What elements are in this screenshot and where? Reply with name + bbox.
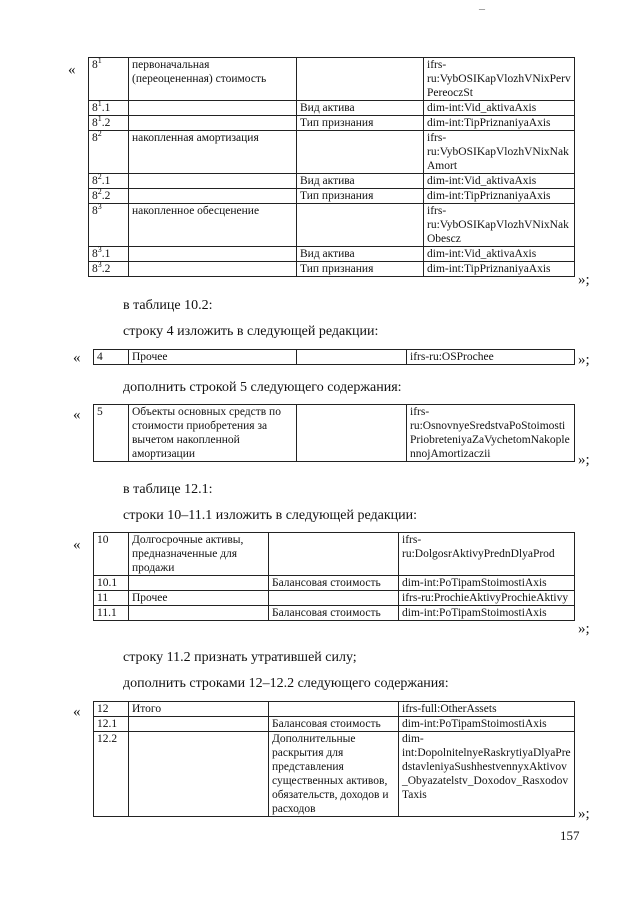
row-dimension bbox=[269, 702, 399, 717]
row-number: $8^1.1$ bbox=[89, 101, 129, 116]
row-name: Прочее bbox=[129, 591, 269, 606]
row-code: dim-int:PoTipamStoimostiAxis bbox=[399, 606, 575, 621]
row-name bbox=[129, 717, 269, 732]
table4 bbox=[93, 532, 575, 621]
row-dimension: Вид актива bbox=[297, 247, 424, 262]
row-code: ifrs-ru:VybOSIKapVlozhVNixPervPereoczSt bbox=[424, 58, 575, 101]
table2-wrap bbox=[93, 349, 575, 365]
para-rows-12: дополнить строками 12–12.2 следующего содержания: bbox=[123, 676, 449, 691]
open-quote: « bbox=[73, 407, 81, 423]
para-row-5: дополнить строкой 5 следующего содержания: bbox=[123, 380, 402, 395]
table-row bbox=[94, 350, 575, 365]
row-code: ifrs-ru:VybOSIKapVlozhVNixNakObescz bbox=[424, 204, 575, 247]
para-row-4: строку 4 изложить в следующей редакции: bbox=[123, 324, 379, 339]
row-code: dim-int:Vid_aktivaAxis bbox=[424, 101, 575, 116]
row-dimension: Вид актива bbox=[297, 174, 424, 189]
row-dimension: Тип признания bbox=[297, 189, 424, 204]
row-name bbox=[129, 189, 297, 204]
row-number: 11.1 bbox=[94, 606, 129, 621]
para-row-11-2: строку 11.2 признать утратившей силу; bbox=[123, 650, 357, 665]
table-row bbox=[89, 58, 575, 101]
row-code: dim-int:TipPriznaniyaAxis bbox=[424, 116, 575, 131]
row-dimension: Тип признания bbox=[297, 262, 424, 277]
row-number: $8^2$ bbox=[89, 131, 129, 174]
table-row bbox=[94, 606, 575, 621]
row-code: dim-int:PoTipamStoimostiAxis bbox=[399, 576, 575, 591]
row-dimension: Вид актива bbox=[297, 101, 424, 116]
row-number: $8^1$ bbox=[89, 58, 129, 101]
row-name: накопленная амортизация bbox=[129, 131, 297, 174]
row-dimension bbox=[269, 533, 399, 576]
table-row bbox=[94, 405, 575, 462]
row-name bbox=[129, 116, 297, 131]
table-row bbox=[89, 101, 575, 116]
table-row bbox=[94, 591, 575, 606]
table-row bbox=[89, 247, 575, 262]
row-number: 12.1 bbox=[94, 717, 129, 732]
row-code: ifrs-ru:OSProchee bbox=[407, 350, 575, 365]
row-number: 12 bbox=[94, 702, 129, 717]
table-row bbox=[94, 717, 575, 732]
row-code: ifrs-ru:OsnovnyeSredstvaPoStoimostiPriobreteniyaZaVychetomNakoplennojAmortizaczii bbox=[407, 405, 575, 462]
row-number: 10.1 bbox=[94, 576, 129, 591]
row-name: накопленное обесценение bbox=[129, 204, 297, 247]
row-dimension: Балансовая стоимость bbox=[269, 576, 399, 591]
row-dimension bbox=[297, 350, 407, 365]
table4-wrap bbox=[93, 532, 575, 621]
row-number: $8^3.2$ bbox=[89, 262, 129, 277]
row-dimension bbox=[297, 204, 424, 247]
table-row bbox=[94, 732, 575, 817]
row-code: dim-int:TipPriznaniyaAxis bbox=[424, 262, 575, 277]
table2 bbox=[93, 349, 575, 365]
table-row bbox=[89, 204, 575, 247]
table5 bbox=[93, 701, 575, 817]
table3 bbox=[93, 404, 575, 462]
row-dimension bbox=[297, 131, 424, 174]
table3-wrap bbox=[93, 404, 575, 462]
row-dimension: Тип признания bbox=[297, 116, 424, 131]
row-code: ifrs-ru:DolgosrAktivyPrednDlyaProd bbox=[399, 533, 575, 576]
table-row bbox=[89, 131, 575, 174]
row-name bbox=[129, 247, 297, 262]
row-dimension: Балансовая стоимость bbox=[269, 606, 399, 621]
table5-wrap bbox=[93, 701, 575, 817]
row-name: первоначальная (переоцененная) стоимость bbox=[129, 58, 297, 101]
table-row bbox=[89, 189, 575, 204]
row-number: 11 bbox=[94, 591, 129, 606]
table-row bbox=[94, 576, 575, 591]
table1-wrap bbox=[88, 57, 575, 277]
row-number: $8^2.2$ bbox=[89, 189, 129, 204]
row-number: $8^3$ bbox=[89, 204, 129, 247]
scan-mark: – bbox=[479, 1, 485, 15]
table-row bbox=[89, 174, 575, 189]
row-name bbox=[129, 174, 297, 189]
row-dimension: Балансовая стоимость bbox=[269, 717, 399, 732]
row-dimension bbox=[269, 591, 399, 606]
row-code: ifrs-ru:VybOSIKapVlozhVNixNakAmort bbox=[424, 131, 575, 174]
row-number: $8^1.2$ bbox=[89, 116, 129, 131]
row-name bbox=[129, 262, 297, 277]
para-table-12-1: в таблице 12.1: bbox=[123, 482, 213, 497]
row-code: ifrs-full:OtherAssets bbox=[399, 702, 575, 717]
row-name: Прочее bbox=[129, 350, 297, 365]
row-number: 4 bbox=[94, 350, 129, 365]
row-code: dim-int:Vid_aktivaAxis bbox=[424, 247, 575, 262]
open-quote: « bbox=[73, 704, 81, 720]
close-quote-3: »; bbox=[578, 452, 590, 468]
row-name: Долгосрочные активы, предназначенные для продажи bbox=[129, 533, 269, 576]
open-quote: « bbox=[68, 62, 76, 78]
row-dimension: Дополнительные раскрытия для представления существенных активов, обязательств, доходов и расходов bbox=[269, 732, 399, 817]
open-quote: « bbox=[73, 350, 81, 366]
row-number: $8^2.1$ bbox=[89, 174, 129, 189]
row-number: $8^3.1$ bbox=[89, 247, 129, 262]
row-dimension bbox=[297, 405, 407, 462]
row-dimension bbox=[297, 58, 424, 101]
row-number: 5 bbox=[94, 405, 129, 462]
row-code: dim-int:TipPriznaniyaAxis bbox=[424, 189, 575, 204]
row-code: dim-int:DopolnitelnyeRaskrytiyaDlyaPredstavleniyaSushhestvennyxAktivov_Obyazatelstv_Doxodov_RasxodovTaxis bbox=[399, 732, 575, 817]
para-rows-10-11: строки 10–11.1 изложить в следующей редакции: bbox=[123, 508, 418, 523]
close-quote-5: »; bbox=[578, 806, 590, 822]
row-name: Итого bbox=[129, 702, 269, 717]
row-name bbox=[129, 606, 269, 621]
close-quote-2: »; bbox=[578, 352, 590, 368]
row-name bbox=[129, 101, 297, 116]
row-name: Объекты основных средств по стоимости приобретения за вычетом накопленной амортизации bbox=[129, 405, 297, 462]
close-quote-4: »; bbox=[578, 621, 590, 637]
close-quote-1: »; bbox=[578, 272, 590, 288]
row-number: 10 bbox=[94, 533, 129, 576]
row-name bbox=[129, 732, 269, 817]
open-quote: « bbox=[73, 537, 81, 553]
row-code: dim-int:PoTipamStoimostiAxis bbox=[399, 717, 575, 732]
para-table-10-2: в таблице 10.2: bbox=[123, 298, 213, 313]
row-code: ifrs-ru:ProchieAktivyProchieAktivy bbox=[399, 591, 575, 606]
row-name bbox=[129, 576, 269, 591]
row-code: dim-int:Vid_aktivaAxis bbox=[424, 174, 575, 189]
table-row bbox=[94, 533, 575, 576]
table-row bbox=[94, 702, 575, 717]
row-number: 12.2 bbox=[94, 732, 129, 817]
page-number: 157 bbox=[560, 828, 580, 843]
table-row bbox=[89, 262, 575, 277]
table1 bbox=[88, 57, 575, 277]
table-row bbox=[89, 116, 575, 131]
